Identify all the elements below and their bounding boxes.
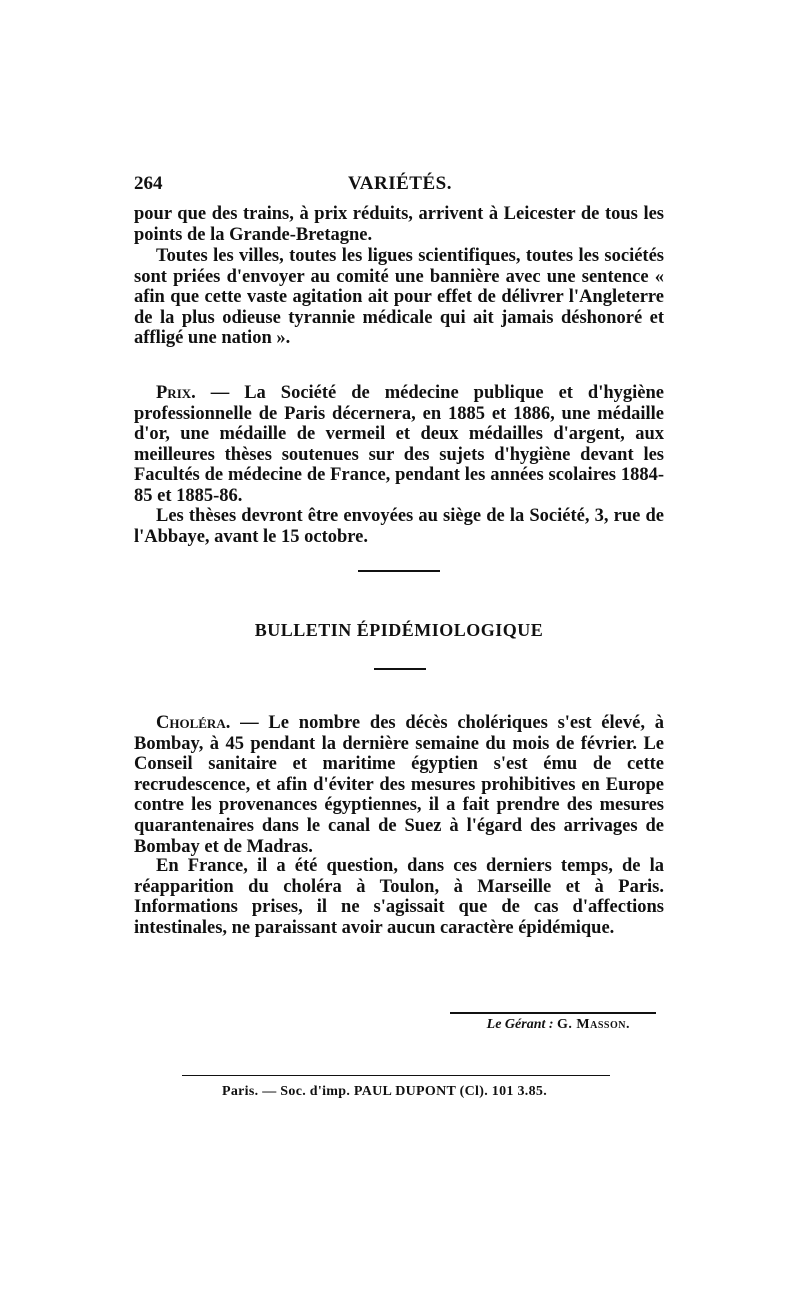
section-title: BULLETIN ÉPIDÉMIOLOGIQUE	[254, 620, 544, 640]
imprint-rule	[182, 1075, 610, 1076]
cholera-lead: Choléra.	[156, 713, 231, 733]
printer-imprint: Paris. — Soc. d'imp. PAUL DUPONT (Cl). 101 3.85.	[222, 1084, 547, 1099]
paragraph-prix	[134, 383, 664, 507]
gerant-label: Le Gérant :	[486, 1017, 554, 1032]
paragraph-continuation: pour que des trains, à prix réduits, arrivent à Leicester de tous les points de la Grande-Bretagne.	[134, 204, 664, 245]
prix-text: — La Société de médecine publique et d'hygiène professionnelle de Paris décernera, en 1885 et 1886, une médaille d'or, une médaille de vermeil et deux médailles d'argent, aux meilleures thèses soutenues sur des sujets d'hygiène devant les Facultés de médecine de France, pendant les années scolaires 1884-85 et 1885-86.	[134, 383, 664, 506]
paragraph-banner-appeal: Toutes les villes, toutes les ligues scientifiques, toutes les sociétés sont priées d'envoyer au comité une bannière avec une sentence « afin que cette vaste agitation ait pour effet de délivrer l'Angleterre de la plus odieuse tyrannie médicale qui ait jamais déshonoré et affligé une nation ».	[134, 246, 664, 349]
prix-lead: Prix.	[156, 383, 196, 403]
paragraph-cholera	[134, 713, 664, 857]
signature-rule	[450, 1012, 656, 1014]
section-divider-bottom	[374, 668, 426, 670]
paragraph-france: En France, il a été question, dans ces derniers temps, de la réapparition du choléra à Toulon, à Marseille et à Paris. Informations prises, il ne s'agissait que de cas d'affections intestinales, ne paraissant avoir aucun caractère épidémique.	[134, 856, 664, 938]
running-head: VARIÉTÉS.	[348, 173, 452, 194]
gerant-signature	[487, 1017, 630, 1033]
paragraph-theses: Les thèses devront être envoyées au siège de la Société, 3, rue de l'Abbaye, avant le 15 octobre.	[134, 506, 664, 547]
section-divider-top	[358, 570, 440, 572]
cholera-text: — Le nombre des décès cholériques s'est élevé, à Bombay, à 45 pendant la dernière semaine du mois de février. Le Conseil sanitaire et maritime égyptien s'est ému de cette recrudescence, et afin d'éviter des mesures prohibitives en Europe contre les provenances égyptiennes, il a fait prendre des mesures quarantenaires dans le canal de Suez à l'égard des arrivages de Bombay et de Madras.	[134, 713, 664, 857]
page-number: 264	[134, 173, 163, 194]
page-header	[134, 173, 666, 197]
gerant-name: G. Masson.	[557, 1017, 630, 1032]
